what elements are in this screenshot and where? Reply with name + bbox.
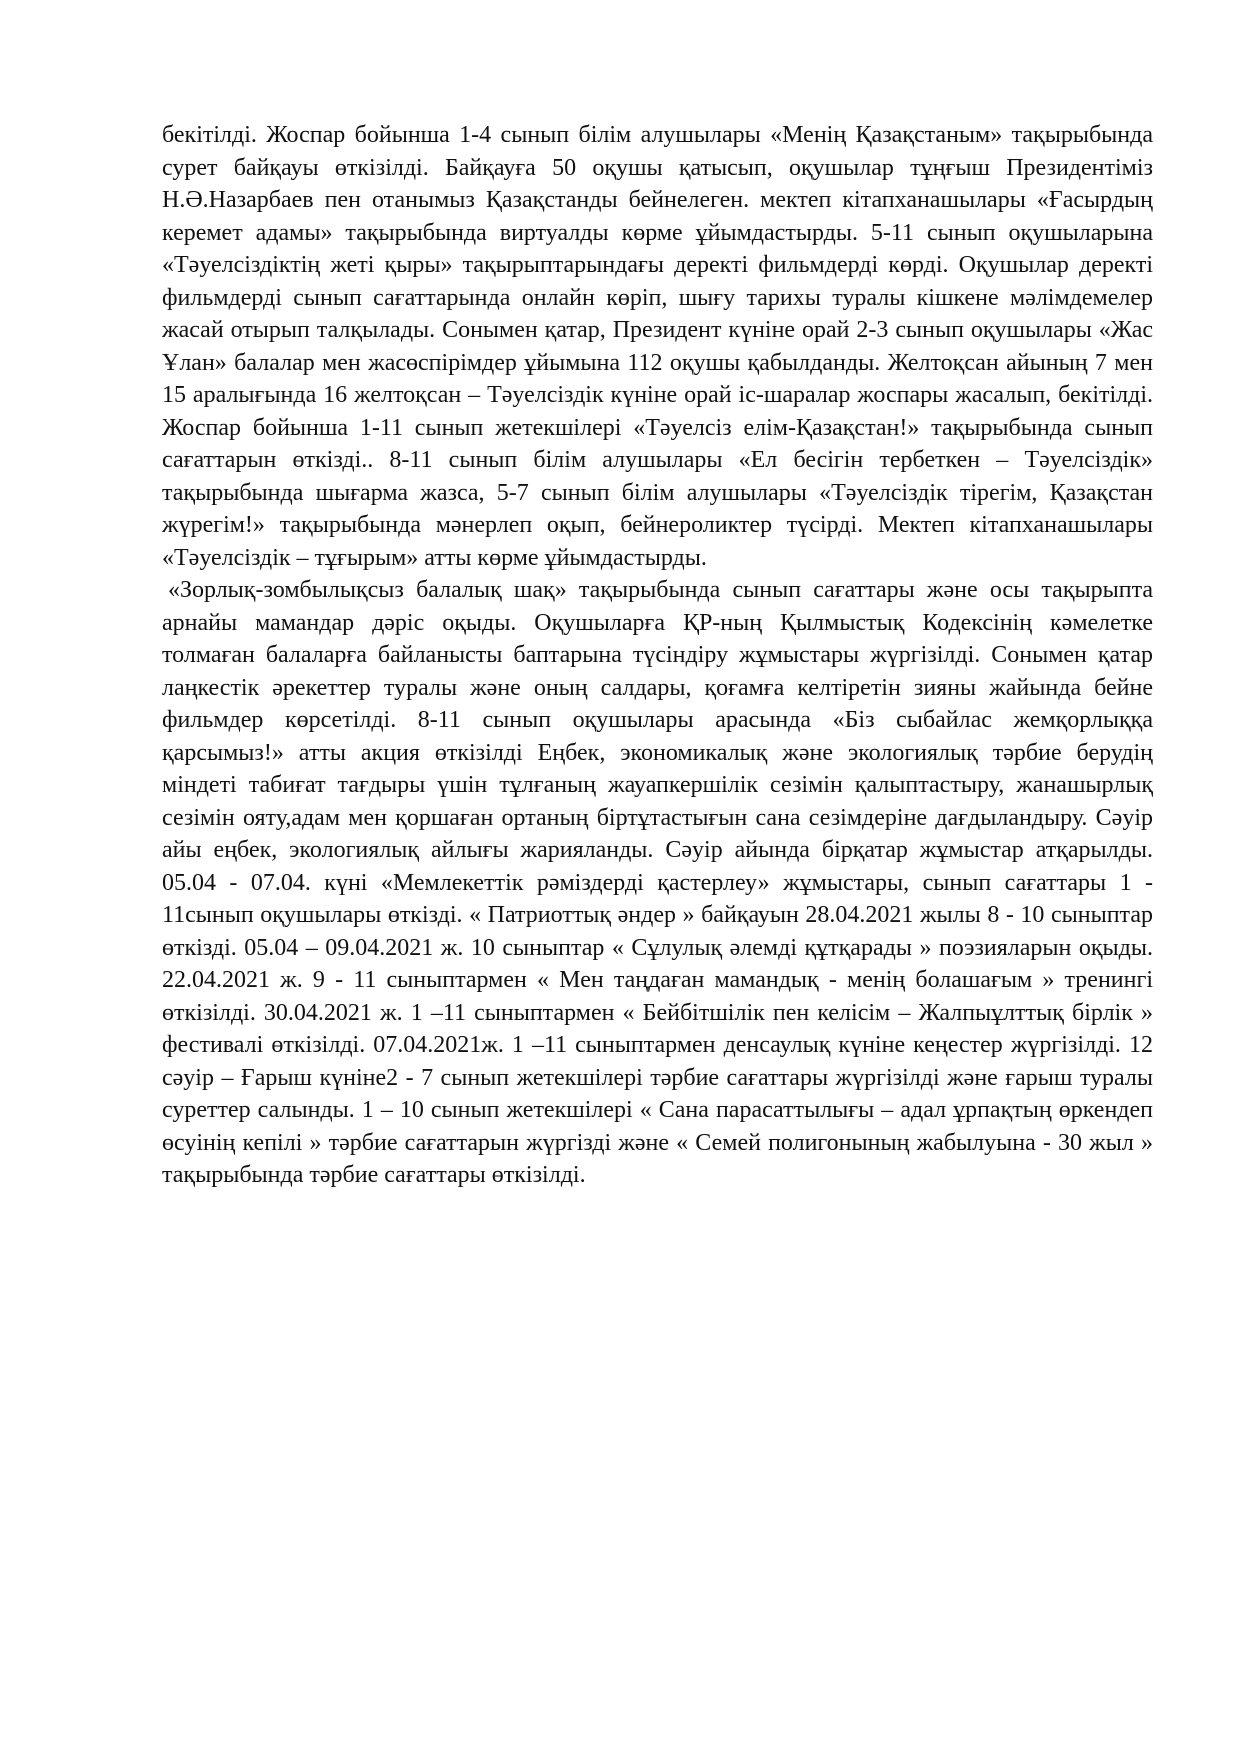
paragraph-violence-free-childhood: «Зорлық-зомбылықсыз балалық шақ» тақырыбында сынып сағаттары және осы тақырыпта арнайы мамандар дәріс оқыды. Оқушыларға ҚР-ның Қылмыстық Кодексінің кәмелетке толмаған балаларға байланысты баптарына түсіндіру жұмыстары жүргізілді. Сонымен қатар лаңкестік әрекеттер туралы және оның салдары, қоғамға келтіретін зияны жайында бейне фильмдер көрсетілді. 8-11 сынып оқушылары арасында «Біз сыбайлас жемқорлыққа қарсымыз!» атты акция өткізілді Еңбек, экономикалық және экологиялық тәрбие берудің міндеті табиғат тағдыры үшін тұлғаның жауапкершілік сезімін қалыптастыру, жанашырлық сезімін ояту,адам мен қоршаған ортаның біртұтастығын сана сезімдеріне дағдыландыру. Сәуір айы еңбек, экологиялық айлығы жарияланды. Сәуір айында бірқатар жұмыстар атқарылды. 05.04 - 07.04. күні «Мемлекеттік рәміздерді қастерлеу» жұмыстары, сынып сағаттары 1 - 11сынып оқушылары өткізді. « Патриоттық әндер » байқауын 28.04.2021 жылы 8 - 10 сыныптар өткізді. 05.04 – 09.04.2021 ж. 10 сыныптар « Сұлулық әлемді құтқарады » поэзияларын оқыды. 22.04.2021 ж. 9 - 11 сыныптармен « Мен таңдаған мамандық - менің болашағым » тренингі өткізілді. 30.04.2021 ж. 1 –11 сыныптармен « Бейбітшілік пен келісім – Жалпыұлттық бірлік » фестивалі өткізілді. 07.04.2021ж. 1 –11 сыныптармен денсаулық күніне кеңестер жүргізілді. 12 сәуір – Ғарыш күніне2 - 7 сынып жетекшілері тәрбие сағаттары жүргізілді және ғарыш туралы суреттер салынды. 1 – 10 сынып жетекшілері « Сана парасаттылығы – адал ұрпақтың өркендеп өсуінің кепілі » тәрбие сағаттарын жүргізді және « Семей полигонының жабылуына - 30 жыл » тақырыбында тәрбие сағаттары өткізілді. [162, 577, 1153, 1188]
document-body [162, 119, 1153, 1192]
paragraph-independence-events: бекітілді. Жоспар бойынша 1-4 сынып білім алушылары «Менің Қазақстаным» тақырыбында сурет байқауы өткізілді. Байқауға 50 оқушы қатысып, оқушылар тұңғыш Президентіміз Н.Ә.Назарбаев пен отанымыз Қазақстанды бейнелеген. мектеп кітапханашылары «Ғасырдың керемет адамы» тақырыбында виртуалды көрме ұйымдастырды. 5-11 сынып оқушыларына «Тәуелсіздіктің жеті қыры» тақырыптарындағы деректі фильмдерді көрді. Оқушылар деректі фильмдерді сынып сағаттарында онлайн көріп, шығу тарихы туралы кішкене мәлімдемелер жасай отырып талқылады. Сонымен қатар, Президент күніне орай 2-3 сынып оқушылары «Жас Ұлан» балалар мен жасөспірімдер ұйымына 112 оқушы қабылданды. Желтоқсан айының 7 мен 15 аралығында 16 желтоқсан – Тәуелсіздік күніне орай іс-шаралар жоспары жасалып, бекітілді. Жоспар бойынша 1-11 сынып жетекшілері «Тәуелсіз елім-Қазақстан!» тақырыбында сынып сағаттарын өткізді.. 8-11 сынып білім алушылары «Ел бесігін тербеткен – Тәуелсіздік» тақырыбында шығарма жазса, 5-7 сынып білім алушылары «Тәуелсіздік тірегім, Қазақстан жүрегім!» тақырыбында мәнерлеп оқып, бейнероликтер түсірді. Мектеп кітапханашылары «Тәуелсіздік – тұғырым» атты көрме ұйымдастырды. [162, 122, 1153, 571]
